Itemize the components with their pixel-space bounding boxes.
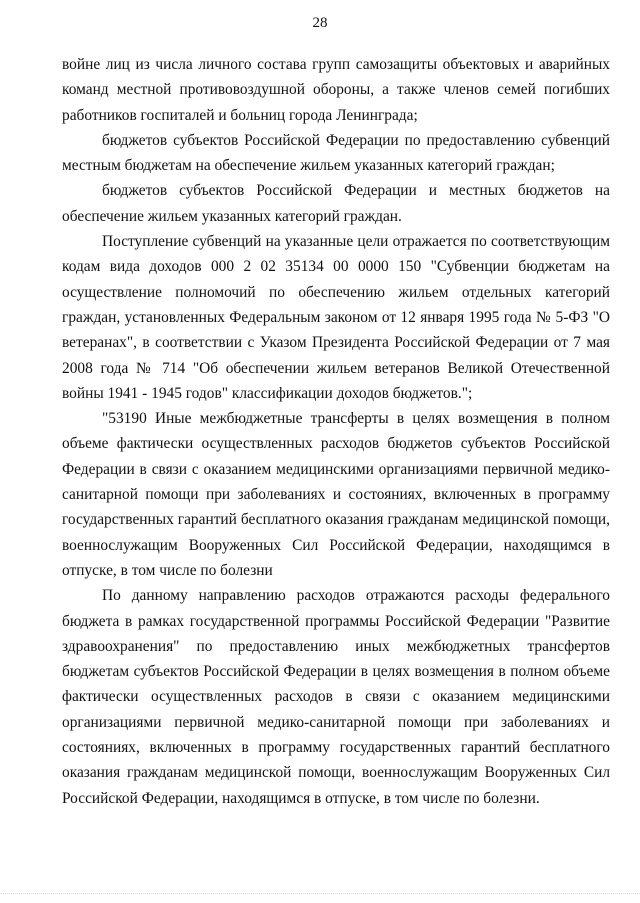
- page-number: 28: [312, 15, 328, 31]
- paragraph-subventions-income-codes: Поступление субвенций на указанные цели отражается по соответствующим кодам вида доходов 000 2 02 35134 00 0000 150 "Субвенции бюджетам на осуществление полномочий по обеспечению жильем отдельных категорий граждан, установленных Федеральным законом от 12 января 1995 года № 5-ФЗ "О ветеранах", в соответствии с Указом Президента Российской Федерации от 7 мая 2008 года № 714 "Об обеспечении жильем ветеранов Великой Отечественной войны 1941 - 1945 годов" классификации доходов бюджетов.";: [62, 233, 610, 402]
- paragraph-regional-budgets-subventions: бюджетов субъектов Российской Федерации по предоставлению субвенций местным бюджетам на обеспечение жильем указанных категорий граждан;: [62, 131, 610, 175]
- document-body: [62, 52, 610, 811]
- paragraph-53190-description: По данному направлению расходов отражаются расходы федерального бюджета в рамках государственной программы Российской Федерации "Развитие здравоохранения" по предоставлению иных межбюджетных трансфертов бюджетам субъектов Российской Федерации в целях возмещения в полном объеме фактически осуществленных расходов в связи с оказанием медицинскими организациями первичной медико-санитарной помощи при заболеваниях и состояниях, включенных в программу государственных гарантий бесплатного оказания гражданам медицинской помощи, военнослужащим Вооруженных Сил Российской Федерации, находящимся в отпуске, в том числе по болезни.: [62, 587, 610, 807]
- paragraph-53190-heading: "53190 Иные межбюджетные трансферты в целях возмещения в полном объеме фактически осуществленных расходов бюджетов субъектов Российской Федерации в связи с оказанием медицинскими организациями первичной медико-санитарной помощи при заболеваниях и состояниях, включенных в программу государственных гарантий бесплатного оказания гражданам медицинской помощи, военнослужащим Вооруженных Сил Российской Федерации, находящимся в отпуске, в том числе по болезни: [62, 410, 610, 579]
- paragraph-regional-local-budgets: бюджетов субъектов Российской Федерации и местных бюджетов на обеспечение жильем указанных категорий граждан.: [62, 182, 610, 225]
- paragraph-continuation: войне лиц из числа личного состава групп самозащиты объектовых и аварийных команд местной противовоздушной обороны, а также членов семей погибших работников госпиталей и больниц города Ленинграда;: [62, 56, 610, 124]
